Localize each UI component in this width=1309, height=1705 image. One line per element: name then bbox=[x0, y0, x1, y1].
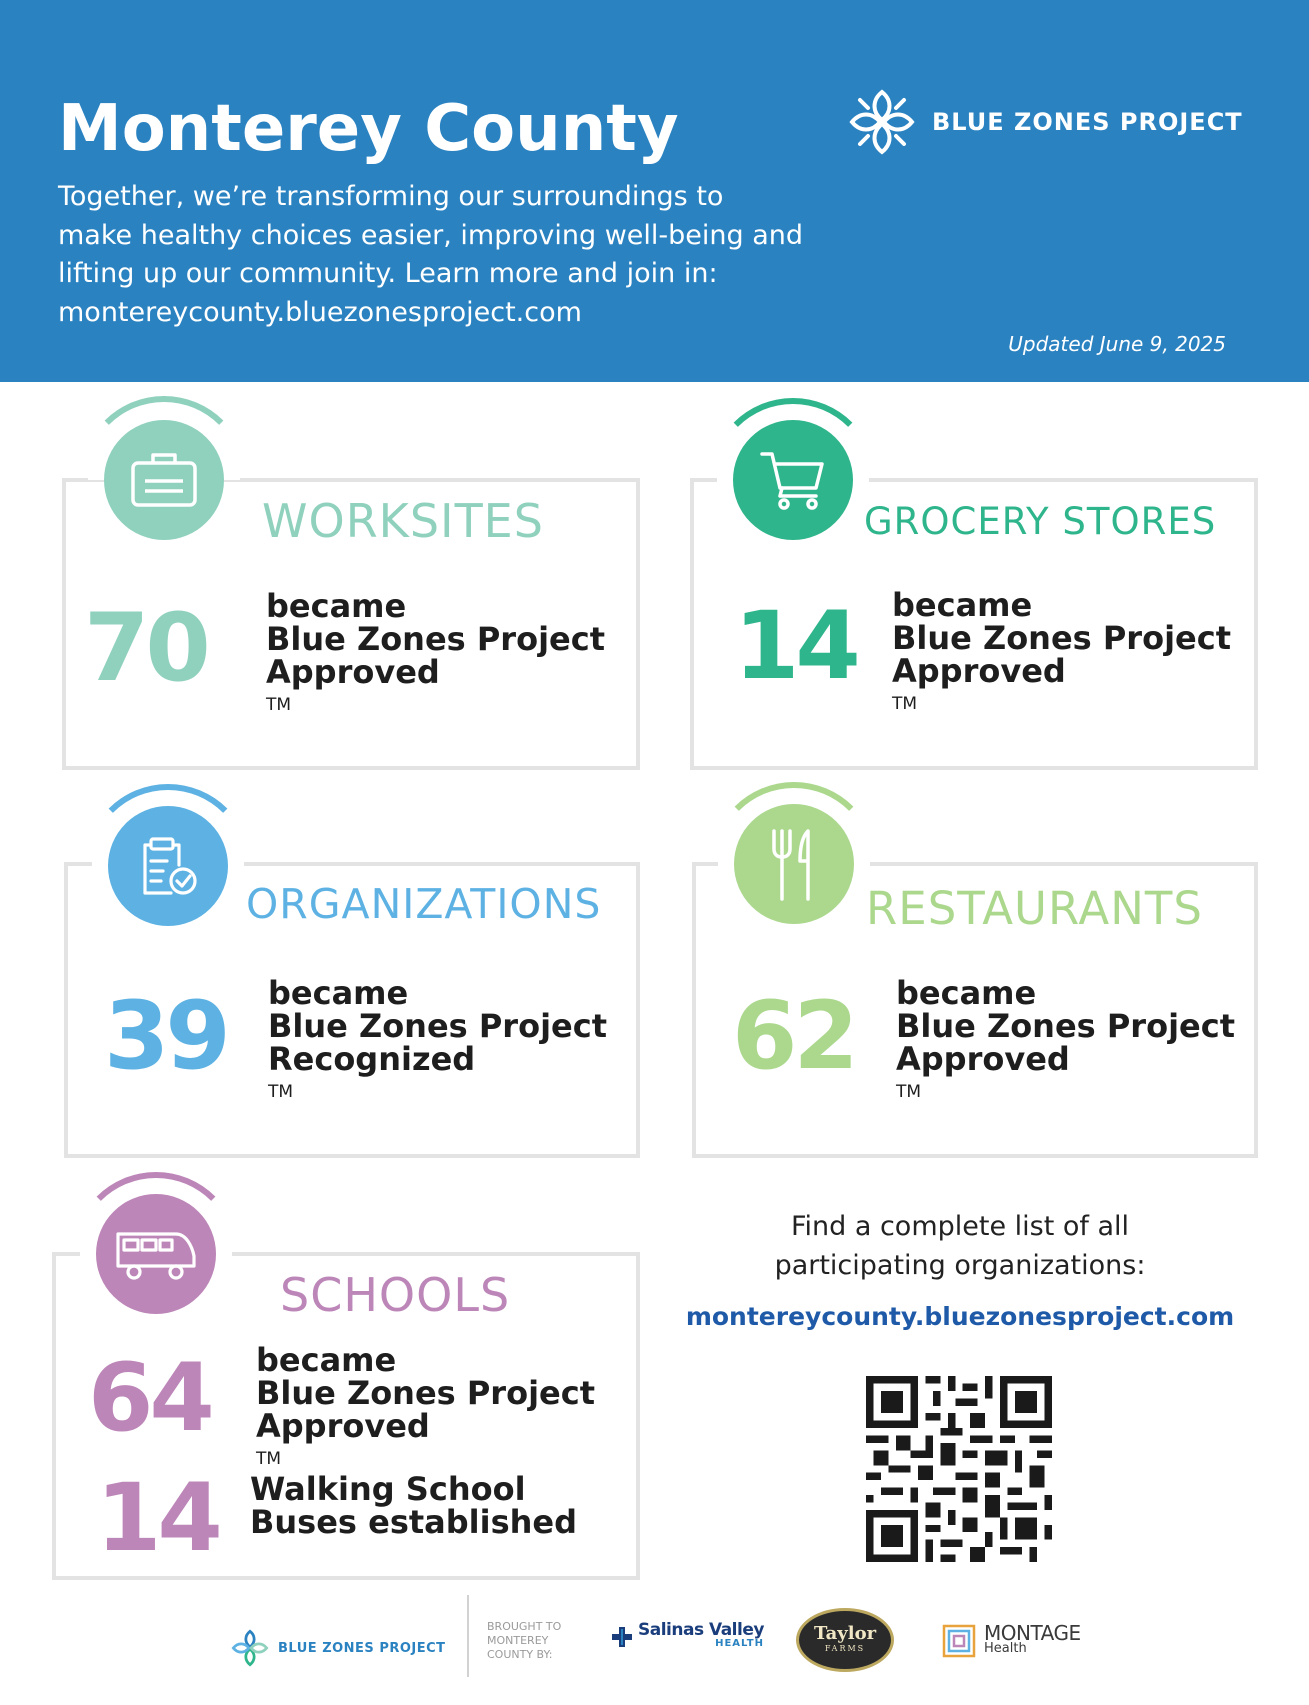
schools-badge bbox=[96, 1194, 216, 1314]
approved-text: Approved bbox=[892, 652, 1066, 690]
school-bus-icon bbox=[114, 1226, 198, 1282]
trademark: TM bbox=[892, 694, 918, 714]
brought-by-text bbox=[487, 1620, 561, 1662]
desc-line: became bbox=[256, 1341, 397, 1379]
walking-bus-description bbox=[250, 1470, 578, 1541]
find-list-text bbox=[700, 1207, 1220, 1285]
intro-text bbox=[58, 178, 858, 332]
briefcase-icon bbox=[129, 449, 199, 511]
grocery-count: 14 bbox=[734, 592, 857, 701]
desc-line: Blue Zones Project bbox=[256, 1374, 595, 1412]
trademark: TM bbox=[896, 1082, 922, 1102]
restaurants-count: 62 bbox=[732, 982, 855, 1091]
footer-brand bbox=[230, 1628, 446, 1668]
page-title: Monterey County bbox=[58, 92, 679, 166]
find-line: Find a complete list of all bbox=[790, 1211, 1130, 1242]
worksites-count: 70 bbox=[84, 594, 207, 703]
brought-line: BROUGHT TO bbox=[487, 1620, 562, 1633]
brought-line: COUNTY BY: bbox=[487, 1648, 553, 1661]
brought-line: MONTEREY bbox=[487, 1634, 549, 1647]
desc-line: became bbox=[892, 586, 1033, 624]
desc-line bbox=[268, 1040, 607, 1109]
header-banner bbox=[0, 0, 1309, 382]
organizations-badge bbox=[108, 806, 228, 926]
salinas-name: Salinas Valley bbox=[638, 1620, 764, 1640]
intro-line: lifting up our community. Learn more and join in: bbox=[58, 258, 718, 289]
montage-health-logo bbox=[942, 1621, 1081, 1658]
schools-category: SCHOOLS bbox=[280, 1268, 511, 1322]
worksites-category: WORKSITES bbox=[262, 494, 544, 548]
medical-cross-icon bbox=[610, 1625, 634, 1649]
updated-date: Updated June 9, 2025 bbox=[1008, 332, 1226, 356]
footer-logos bbox=[0, 1590, 1309, 1690]
clipboard-check-icon bbox=[133, 831, 203, 901]
restaurants-description bbox=[896, 974, 1235, 1109]
blue-zones-logo-icon bbox=[230, 1628, 270, 1668]
brand-logo bbox=[846, 86, 1243, 158]
intro-line: make healthy choices easier, improving well-being and bbox=[58, 219, 804, 251]
taylor-sub: FARMS bbox=[824, 1644, 866, 1653]
restaurants-badge bbox=[734, 804, 854, 924]
desc-line: Blue Zones Project bbox=[896, 1007, 1235, 1045]
shopping-cart-icon bbox=[758, 448, 828, 512]
website-link[interactable]: montereycounty.bluezonesproject.com bbox=[685, 1302, 1235, 1331]
grocery-description bbox=[892, 586, 1231, 721]
desc-line: Buses established bbox=[250, 1503, 578, 1541]
footer-brand-name: BLUE ZONES PROJECT bbox=[278, 1640, 446, 1656]
desc-line bbox=[266, 653, 605, 722]
desc-line bbox=[896, 1040, 1235, 1109]
desc-line: Blue Zones Project bbox=[892, 619, 1231, 657]
desc-line bbox=[892, 652, 1231, 721]
restaurants-category: RESTAURANTS bbox=[866, 882, 1203, 935]
blue-zones-logo-icon bbox=[846, 86, 918, 158]
approved-text: Approved bbox=[896, 1040, 1070, 1078]
organizations-category: ORGANIZATIONS bbox=[246, 880, 602, 928]
salinas-sub: HEALTH bbox=[715, 1638, 764, 1649]
walking-bus-count: 14 bbox=[96, 1464, 219, 1573]
desc-line: Blue Zones Project bbox=[268, 1007, 607, 1045]
trademark: TM bbox=[256, 1449, 282, 1469]
fork-knife-icon bbox=[764, 825, 824, 903]
intro-line: Together, we’re transforming our surroundings to bbox=[58, 181, 724, 212]
trademark: TM bbox=[268, 1082, 294, 1102]
schools-count: 64 bbox=[88, 1344, 211, 1453]
schools-description bbox=[256, 1341, 595, 1476]
desc-line: became bbox=[896, 974, 1037, 1012]
find-line: participating organizations: bbox=[774, 1250, 1146, 1281]
desc-line: became bbox=[268, 974, 409, 1012]
approved-text: Approved bbox=[256, 1407, 430, 1445]
footer-divider bbox=[467, 1595, 469, 1677]
montage-name: MONTAGE bbox=[984, 1621, 1081, 1645]
approved-text: Approved bbox=[266, 653, 440, 691]
organizations-description bbox=[268, 974, 607, 1109]
organizations-count: 39 bbox=[104, 982, 227, 1091]
brand-name: BLUE ZONES PROJECT bbox=[932, 108, 1243, 136]
trademark: TM bbox=[266, 695, 292, 715]
desc-line: Walking School bbox=[250, 1470, 526, 1508]
montage-squares-icon bbox=[942, 1624, 976, 1658]
recognized-text: Recognized bbox=[268, 1040, 476, 1078]
grocery-category: GROCERY STORES bbox=[864, 500, 1217, 543]
worksites-description bbox=[266, 587, 605, 722]
qr-code-icon[interactable] bbox=[866, 1376, 1052, 1562]
desc-line: became bbox=[266, 587, 407, 625]
desc-line bbox=[256, 1407, 595, 1476]
intro-url[interactable]: montereycounty.bluezonesproject.com bbox=[58, 296, 582, 328]
montage-sub: Health bbox=[984, 1641, 1027, 1656]
taylor-name: Taylor bbox=[813, 1623, 877, 1644]
grocery-badge bbox=[733, 420, 853, 540]
salinas-valley-logo bbox=[610, 1620, 764, 1650]
worksites-badge bbox=[104, 420, 224, 540]
taylor-farms-logo bbox=[796, 1608, 894, 1672]
desc-line: Blue Zones Project bbox=[266, 620, 605, 658]
